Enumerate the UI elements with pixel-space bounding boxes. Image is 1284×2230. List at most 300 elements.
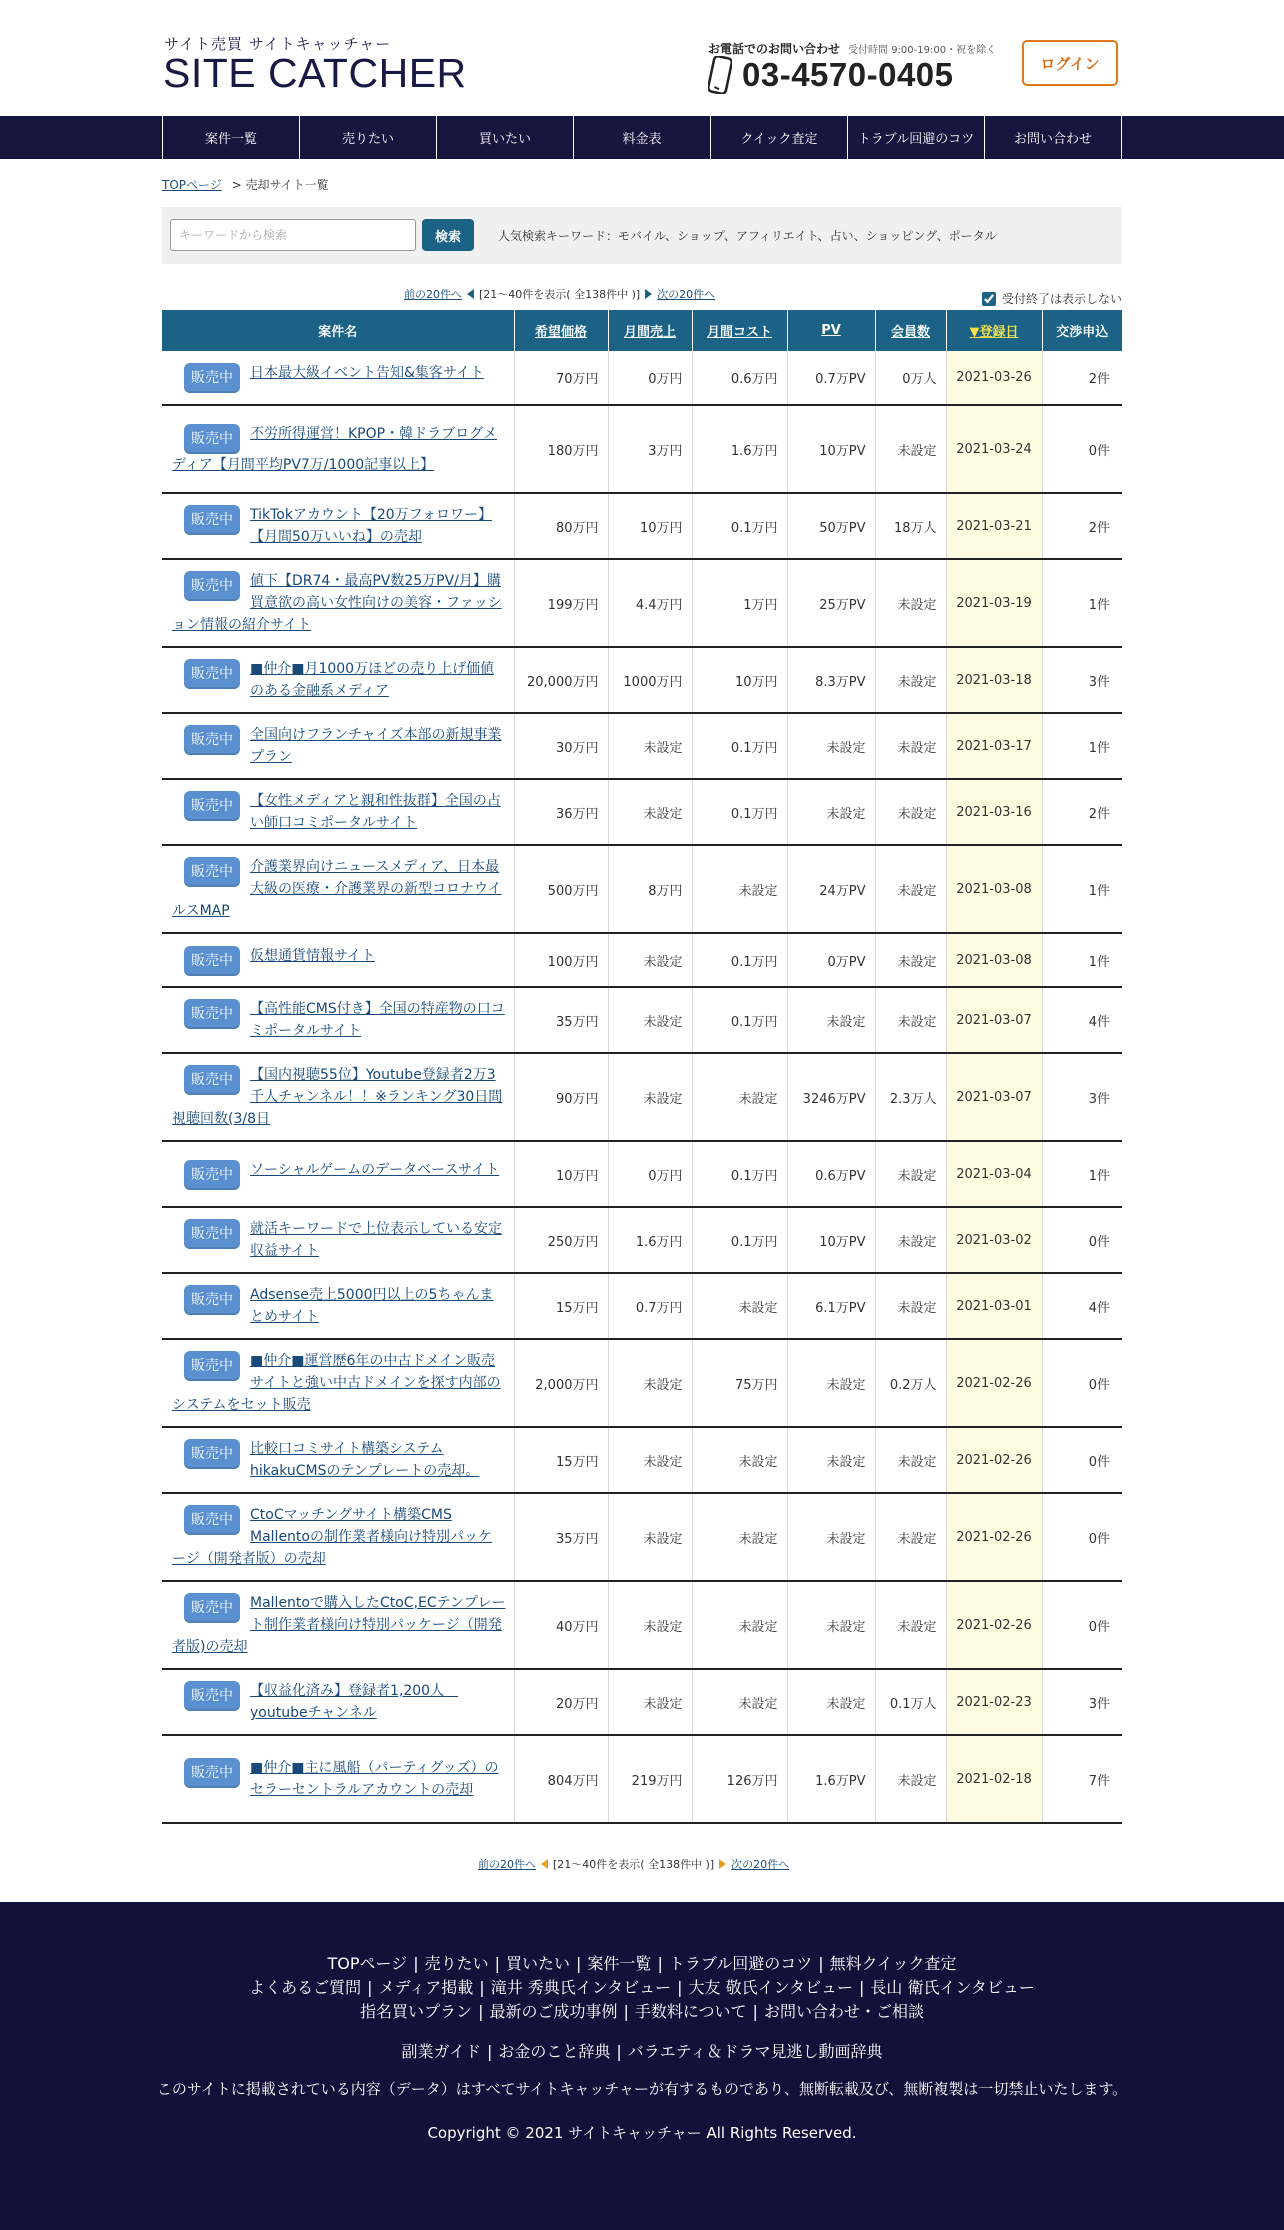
cell-date: 2021-02-26 [946, 1493, 1042, 1581]
cell-sales: 8万円 [608, 845, 692, 933]
status-badge: 販売中 [184, 1505, 240, 1535]
listing-link[interactable]: 日本最大級イベント告知&集客サイト [250, 365, 484, 381]
footer-separator: | [616, 2042, 622, 2061]
listing-link[interactable]: 【国内視聴55位】Youtube登録者2万3千人チャンネル！！※ランキング30日間視聴回数(3/8日 [172, 1067, 503, 1127]
cell-date: 2021-02-23 [946, 1669, 1042, 1735]
cell-sales: 未設定 [608, 1581, 692, 1669]
col-header-pv[interactable]: PV [787, 310, 875, 351]
search-panel [162, 207, 1122, 264]
cell-name [162, 1339, 514, 1427]
search-input[interactable] [170, 219, 416, 251]
popular-keywords: 人気検索キーワード：モバイル、ショップ、アフィリエイト、占い、ショッピング、ポータル [498, 229, 997, 243]
cell-sales: 未設定 [608, 1053, 692, 1141]
cell-pv: 50万PV [787, 493, 875, 559]
cell-members: 未設定 [875, 1141, 946, 1207]
contact-hours: 受付時間 9:00-19:00・祝を除く [848, 45, 997, 56]
cell-name [162, 493, 514, 559]
footer-separator: | [478, 2002, 484, 2021]
cell-cost: 0.1万円 [692, 1141, 787, 1207]
site-header [0, 0, 1284, 116]
pager-info: [21～40件を表示( 全138件中 )] [479, 288, 641, 301]
cell-sales: 未設定 [608, 1427, 692, 1493]
footer-link[interactable]: よくあるご質問 [249, 1978, 362, 1997]
status-badge: 販売中 [184, 571, 240, 601]
listing-link[interactable]: CtoCマッチングサイト構築CMS Mallentoの制作業者様向け特別パッケージ（開発者版）の売却 [172, 1507, 492, 1567]
prev-arrow-icon[interactable] [467, 289, 474, 299]
listing-link[interactable]: ■仲介■主に風船（パーティグッズ）のセラーセントラルアカウントの売却 [250, 1760, 499, 1798]
cell-sales: 0.7万円 [608, 1273, 692, 1339]
footer-link[interactable]: 無料クイック査定 [829, 1954, 957, 1973]
cell-name [162, 1669, 514, 1735]
hide-closed-checkbox[interactable] [982, 292, 996, 306]
cell-price: 500万円 [514, 845, 608, 933]
footer-link[interactable]: 指名買いプラン [360, 2002, 473, 2021]
footer-link[interactable]: お金のこと辞典 [498, 2042, 611, 2061]
nav-item-quick-appraisal[interactable]: クイック査定 [711, 116, 848, 159]
listing-link[interactable]: TikTokアカウント【20万フォロワー】【月間50万いいね】の売却 [250, 507, 492, 545]
listing-link[interactable]: 不労所得運営！KPOP・韓ドラブログメディア【月間平均PV7万/1000記事以上】 [172, 425, 497, 473]
nav-item-buy[interactable]: 買いたい [437, 116, 574, 159]
cell-sales: 未設定 [608, 779, 692, 845]
cell-price: 15万円 [514, 1273, 608, 1339]
table-row [162, 1427, 1122, 1493]
cell-sales: 未設定 [608, 987, 692, 1053]
status-badge: 販売中 [184, 1351, 240, 1381]
cell-sales: 0万円 [608, 1141, 692, 1207]
cell-name [162, 1493, 514, 1581]
cell-offers: 0件 [1042, 1339, 1122, 1427]
cell-pv: 未設定 [787, 1339, 875, 1427]
cell-name [162, 1581, 514, 1669]
copyright: Copyright © 2021 サイトキャッチャー All Rights Reserved. [427, 2124, 857, 2142]
cell-members: 18万人 [875, 493, 946, 559]
cell-members: 未設定 [875, 1581, 946, 1669]
cell-price: 20,000万円 [514, 647, 608, 713]
cell-members: 未設定 [875, 779, 946, 845]
cell-cost: 未設定 [692, 1669, 787, 1735]
cell-pv: 未設定 [787, 1493, 875, 1581]
col-header-name: 案件名 [162, 310, 514, 351]
nav-item-contact[interactable]: お問い合わせ [985, 116, 1122, 159]
cell-name [162, 713, 514, 779]
cell-price: 36万円 [514, 779, 608, 845]
cell-offers: 4件 [1042, 987, 1122, 1053]
col-header-offers: 交渉申込 [1042, 310, 1122, 351]
cell-date: 2021-02-26 [946, 1427, 1042, 1493]
table-row [162, 351, 1122, 405]
table-row [162, 713, 1122, 779]
cell-pv: 未設定 [787, 713, 875, 779]
status-badge: 販売中 [184, 1285, 240, 1315]
listing-link[interactable]: ■仲介■月1000万ほどの売り上げ価値のある金融系メディア [250, 661, 495, 699]
footer-link[interactable]: 副業ガイド [401, 2042, 481, 2061]
footer-link[interactable]: 買いたい [506, 1954, 571, 1973]
pager-info-bottom: [21～40件を表示( 全138件中 )] [553, 1858, 715, 1871]
cell-date: 2021-03-16 [946, 779, 1042, 845]
prev-page-link[interactable]: 前の20件へ [404, 288, 462, 301]
footer-links-row4 [0, 2040, 1284, 2064]
cell-price: 40万円 [514, 1581, 608, 1669]
cell-members: 未設定 [875, 933, 946, 987]
cell-pv: 24万PV [787, 845, 875, 933]
cell-date: 2021-03-08 [946, 933, 1042, 987]
listing-link[interactable]: ■仲介■運営歴6年の中古ドメイン販売サイトと強い中古ドメインを探す内部のシステムをセット販売 [172, 1353, 501, 1413]
footer-separator: | [677, 1978, 683, 1997]
status-badge: 販売中 [184, 1439, 240, 1469]
cell-pv: 0.6万PV [787, 1141, 875, 1207]
footer-separator: | [858, 1978, 865, 1997]
table-header-row [162, 310, 1122, 351]
footer-link[interactable]: 滝井 秀典氏インタビュー [490, 1978, 672, 1997]
cell-members: 0万人 [875, 351, 946, 405]
breadcrumb [162, 176, 329, 193]
table-row [162, 1207, 1122, 1273]
footer-link[interactable]: バラエティ＆ドラマ見逃し動画辞典 [627, 2042, 883, 2061]
status-badge: 販売中 [184, 791, 240, 821]
next-page-link[interactable]: 次の20件へ [657, 288, 716, 301]
table-row [162, 405, 1122, 493]
cell-pv: 6.1万PV [787, 1273, 875, 1339]
table-row [162, 1053, 1122, 1141]
cell-date: 2021-02-18 [946, 1735, 1042, 1823]
pager-bottom [478, 1856, 789, 1872]
breadcrumb-current: > 売却サイト一覧 [231, 178, 329, 192]
cell-price: 2,000万円 [514, 1339, 608, 1427]
col-header-date[interactable]: ▼登録日 [946, 310, 1042, 351]
cell-name [162, 405, 514, 493]
cell-price: 15万円 [514, 1427, 608, 1493]
table-row [162, 1141, 1122, 1207]
cell-date: 2021-03-21 [946, 493, 1042, 559]
cell-members: 未設定 [875, 987, 946, 1053]
cell-price: 250万円 [514, 1207, 608, 1273]
cell-offers: 2件 [1042, 779, 1122, 845]
table-row [162, 845, 1122, 933]
footer-link[interactable]: メディア掲載 [378, 1978, 474, 1997]
col-header-members[interactable]: 会員数 [875, 310, 946, 351]
cell-name [162, 1735, 514, 1823]
cell-offers: 1件 [1042, 713, 1122, 779]
table-row [162, 1273, 1122, 1339]
smartphone-icon [708, 56, 732, 94]
cell-cost: 未設定 [692, 1273, 787, 1339]
cell-sales: 1000万円 [608, 647, 692, 713]
listing-link[interactable]: 値下【DR74・最高PV数25万PV/月】購買意欲の高い女性向けの美容・ファッション情報の紹介サイト [172, 573, 502, 633]
cell-offers: 0件 [1042, 405, 1122, 493]
listing-link[interactable]: Adsense売上5000円以上の5ちゃんまとめサイト [250, 1287, 494, 1325]
cell-offers: 0件 [1042, 1427, 1122, 1493]
cell-date: 2021-03-26 [946, 351, 1042, 405]
cell-price: 70万円 [514, 351, 608, 405]
footer-separator: | [494, 1954, 501, 1973]
site-footer [0, 1902, 1284, 2230]
breadcrumb-top-link[interactable]: TOPページ [162, 178, 222, 192]
login-button[interactable]: ログイン [1022, 40, 1118, 86]
nav-item-trouble-tips[interactable]: トラブル回避のコツ [848, 116, 985, 159]
table-row [162, 1581, 1122, 1669]
cell-date: 2021-03-07 [946, 987, 1042, 1053]
footer-separator: | [487, 2042, 493, 2061]
cell-cost: 0.1万円 [692, 933, 787, 987]
next-arrow-icon[interactable] [719, 1859, 726, 1869]
cell-cost: 0.1万円 [692, 493, 787, 559]
cell-members: 未設定 [875, 1273, 946, 1339]
cell-name [162, 987, 514, 1053]
status-badge: 販売中 [184, 363, 240, 393]
cell-cost: 1万円 [692, 559, 787, 647]
cell-cost: 0.1万円 [692, 1207, 787, 1273]
footer-links-row2 [0, 1976, 1284, 2000]
listing-link[interactable]: ソーシャルゲームのデータベースサイト [250, 1161, 500, 1178]
footer-link[interactable]: 最新のご成功事例 [489, 2002, 618, 2021]
main-nav [0, 116, 1284, 159]
cell-offers: 1件 [1042, 845, 1122, 933]
cell-pv: 1.6万PV [787, 1735, 875, 1823]
cell-pv: 8.3万PV [787, 647, 875, 713]
cell-sales: 4.4万円 [608, 559, 692, 647]
cell-name [162, 351, 514, 405]
cell-pv: 0万PV [787, 933, 875, 987]
footer-separator: | [818, 1954, 824, 1973]
footer-links-row3 [0, 2000, 1284, 2024]
cell-offers: 1件 [1042, 933, 1122, 987]
pager-top [404, 286, 715, 302]
footer-separator: | [479, 1978, 485, 1997]
contact-label [708, 40, 996, 57]
table-row [162, 493, 1122, 559]
phone-number[interactable]: 03-4570-0405 [742, 56, 954, 93]
cell-members: 未設定 [875, 647, 946, 713]
cell-date: 2021-02-26 [946, 1581, 1042, 1669]
prev-page-link-bottom[interactable]: 前の20件へ [478, 1858, 536, 1871]
cell-offers: 0件 [1042, 1581, 1122, 1669]
cell-price: 180万円 [514, 405, 608, 493]
footer-link[interactable]: 手数料について [634, 2002, 747, 2021]
listing-link[interactable]: Mallentoで購入したCtoC,ECテンプレート制作業者様向け特別パッケージ（開発者版)の売却 [172, 1595, 506, 1655]
status-badge: 販売中 [184, 505, 240, 535]
cell-sales: 未設定 [608, 1669, 692, 1735]
cell-sales: 未設定 [608, 933, 692, 987]
cell-price: 804万円 [514, 1735, 608, 1823]
cell-name [162, 1427, 514, 1493]
col-header-price[interactable]: 希望価格 [514, 310, 608, 351]
table-row [162, 933, 1122, 987]
cell-cost: 未設定 [692, 1581, 787, 1669]
nav-item-sell[interactable]: 売りたい [300, 116, 437, 159]
cell-pv: 0.7万PV [787, 351, 875, 405]
cell-date: 2021-03-07 [946, 1053, 1042, 1141]
hide-closed-label: 受付終了は表示しない [1002, 292, 1123, 306]
table-row [162, 1339, 1122, 1427]
cell-date: 2021-03-01 [946, 1273, 1042, 1339]
cell-cost: 0.6万円 [692, 351, 787, 405]
cell-sales: 未設定 [608, 1493, 692, 1581]
cell-name [162, 1053, 514, 1141]
cell-offers: 0件 [1042, 1493, 1122, 1581]
listing-link[interactable]: 【収益化済み】登録者1,200人 youtubeチャンネル [250, 1683, 459, 1721]
cell-price: 10万円 [514, 1141, 608, 1207]
cell-offers: 3件 [1042, 647, 1122, 713]
cell-members: 未設定 [875, 1207, 946, 1273]
cell-members: 未設定 [875, 1493, 946, 1581]
cell-sales: 219万円 [608, 1735, 692, 1823]
footer-link[interactable]: 長山 衛氏インタビュー [870, 1978, 1035, 1997]
status-badge: 販売中 [184, 1219, 240, 1249]
cell-date: 2021-02-26 [946, 1339, 1042, 1427]
cell-date: 2021-03-08 [946, 845, 1042, 933]
cell-cost: 未設定 [692, 1493, 787, 1581]
footer-separator: | [657, 1954, 663, 1973]
status-badge: 販売中 [184, 1681, 240, 1711]
cell-members: 未設定 [875, 559, 946, 647]
cell-name [162, 845, 514, 933]
cell-price: 30万円 [514, 713, 608, 779]
cell-sales: 3万円 [608, 405, 692, 493]
cell-price: 35万円 [514, 1493, 608, 1581]
footer-link[interactable]: 大友 敬氏インタビュー [688, 1978, 853, 1997]
footer-link[interactable]: 売りたい [424, 1954, 489, 1973]
cell-pv: 未設定 [787, 1581, 875, 1669]
cell-sales: 1.6万円 [608, 1207, 692, 1273]
status-badge: 販売中 [184, 946, 240, 976]
status-badge: 販売中 [184, 424, 240, 454]
cell-price: 20万円 [514, 1669, 608, 1735]
cell-cost: 75万円 [692, 1339, 787, 1427]
cell-members: 未設定 [875, 713, 946, 779]
status-badge: 販売中 [184, 999, 240, 1029]
cell-members: 未設定 [875, 405, 946, 493]
cell-price: 199万円 [514, 559, 608, 647]
table-row [162, 1735, 1122, 1823]
cell-cost: 10万円 [692, 647, 787, 713]
cell-offers: 3件 [1042, 1669, 1122, 1735]
footer-link[interactable]: TOPページ [327, 1954, 408, 1973]
cell-sales: 0万円 [608, 351, 692, 405]
status-badge: 販売中 [184, 725, 240, 755]
listing-link[interactable]: 比較口コミサイト構築システムhikakuCMSのテンプレートの売却。 [250, 1441, 480, 1479]
cell-pv: 3246万PV [787, 1053, 875, 1141]
table-row [162, 559, 1122, 647]
cell-members: 2.3万人 [875, 1053, 946, 1141]
col-header-cost[interactable]: 月間コスト [692, 310, 787, 351]
nav-item-pricing[interactable]: 料金表 [574, 116, 711, 159]
next-page-link-bottom[interactable]: 次の20件へ [731, 1858, 790, 1871]
cell-pv: 10万PV [787, 1207, 875, 1273]
cell-name [162, 1141, 514, 1207]
listing-link[interactable]: 介護業界向けニュースメディア、日本最大級の医療・介護業界の新型コロナウイルスMAP [172, 859, 502, 919]
cell-cost: 0.1万円 [692, 713, 787, 779]
cell-pv: 未設定 [787, 1427, 875, 1493]
contact-title: お電話でのお問い合わせ [708, 42, 841, 56]
table-row [162, 987, 1122, 1053]
cell-price: 90万円 [514, 1053, 608, 1141]
table-row [162, 647, 1122, 713]
nav-item-listings[interactable]: 案件一覧 [163, 116, 300, 159]
cell-price: 80万円 [514, 493, 608, 559]
cell-pv: 未設定 [787, 1669, 875, 1735]
cell-offers: 4件 [1042, 1273, 1122, 1339]
cell-date: 2021-03-17 [946, 713, 1042, 779]
listing-link[interactable]: 全国向けフランチャイズ本部の新規事業プラン [250, 727, 502, 765]
hide-closed-filter[interactable] [982, 290, 1122, 307]
cell-members: 0.1万人 [875, 1669, 946, 1735]
cell-offers: 2件 [1042, 493, 1122, 559]
footer-links-row1 [0, 1952, 1284, 1976]
phone-block[interactable] [708, 56, 954, 94]
cell-cost: 未設定 [692, 845, 787, 933]
cell-pv: 未設定 [787, 987, 875, 1053]
cell-pv: 10万PV [787, 405, 875, 493]
cell-date: 2021-03-04 [946, 1141, 1042, 1207]
status-badge: 販売中 [184, 857, 240, 887]
cell-sales: 未設定 [608, 1339, 692, 1427]
status-badge: 販売中 [184, 1160, 240, 1190]
listing-link[interactable]: 仮想通貨情報サイト [250, 947, 376, 964]
cell-offers: 7件 [1042, 1735, 1122, 1823]
footer-link[interactable]: 案件一覧 [587, 1954, 652, 1973]
cell-cost: 未設定 [692, 1053, 787, 1141]
search-button[interactable]: 検索 [422, 219, 474, 251]
cell-offers: 2件 [1042, 351, 1122, 405]
next-arrow-icon[interactable] [645, 289, 652, 299]
site-logo[interactable]: SITE CATCHER [163, 50, 467, 96]
cell-members: 0.2万人 [875, 1339, 946, 1427]
table-row [162, 1493, 1122, 1581]
cell-name [162, 647, 514, 713]
cell-cost: 1.6万円 [692, 405, 787, 493]
listing-link[interactable]: 就活キーワードで上位表示している安定収益サイト [250, 1221, 502, 1259]
cell-name [162, 1273, 514, 1339]
status-badge: 販売中 [184, 1758, 240, 1788]
cell-members: 未設定 [875, 1735, 946, 1823]
table-row [162, 779, 1122, 845]
cell-cost: 0.1万円 [692, 987, 787, 1053]
status-badge: 販売中 [184, 659, 240, 689]
cell-date: 2021-03-18 [946, 647, 1042, 713]
footer-separator: | [752, 2002, 758, 2021]
cell-pv: 未設定 [787, 779, 875, 845]
cell-date: 2021-03-02 [946, 1207, 1042, 1273]
cell-pv: 25万PV [787, 559, 875, 647]
cell-offers: 1件 [1042, 559, 1122, 647]
listings-table [162, 310, 1122, 1824]
footer-separator: | [576, 1954, 582, 1973]
cell-price: 100万円 [514, 933, 608, 987]
cell-name [162, 779, 514, 845]
listing-link[interactable]: 【高性能CMS付き】全国の特産物の口コミポータルサイト [250, 1001, 505, 1039]
footer-link[interactable]: トラブル回避のコツ [668, 1954, 813, 1973]
cell-offers: 1件 [1042, 1141, 1122, 1207]
cell-name [162, 559, 514, 647]
footer-separator: | [623, 2002, 629, 2021]
col-header-sales[interactable]: 月間売上 [608, 310, 692, 351]
cell-sales: 10万円 [608, 493, 692, 559]
logo-subtitle: サイト売買 サイトキャッチャー [164, 35, 392, 53]
footer-link[interactable]: お問い合わせ・ご相談 [763, 2002, 924, 2021]
cell-cost: 未設定 [692, 1427, 787, 1493]
footer-separator: | [413, 1954, 419, 1973]
status-badge: 販売中 [184, 1593, 240, 1623]
cell-cost: 0.1万円 [692, 779, 787, 845]
cell-price: 35万円 [514, 987, 608, 1053]
cell-cost: 126万円 [692, 1735, 787, 1823]
listing-link[interactable]: 【女性メディアと親和性抜群】全国の占い師口コミポータルサイト [250, 793, 501, 831]
cell-name [162, 1207, 514, 1273]
status-badge: 販売中 [184, 1065, 240, 1095]
table-row [162, 1669, 1122, 1735]
prev-arrow-icon[interactable] [541, 1859, 548, 1869]
cell-offers: 3件 [1042, 1053, 1122, 1141]
